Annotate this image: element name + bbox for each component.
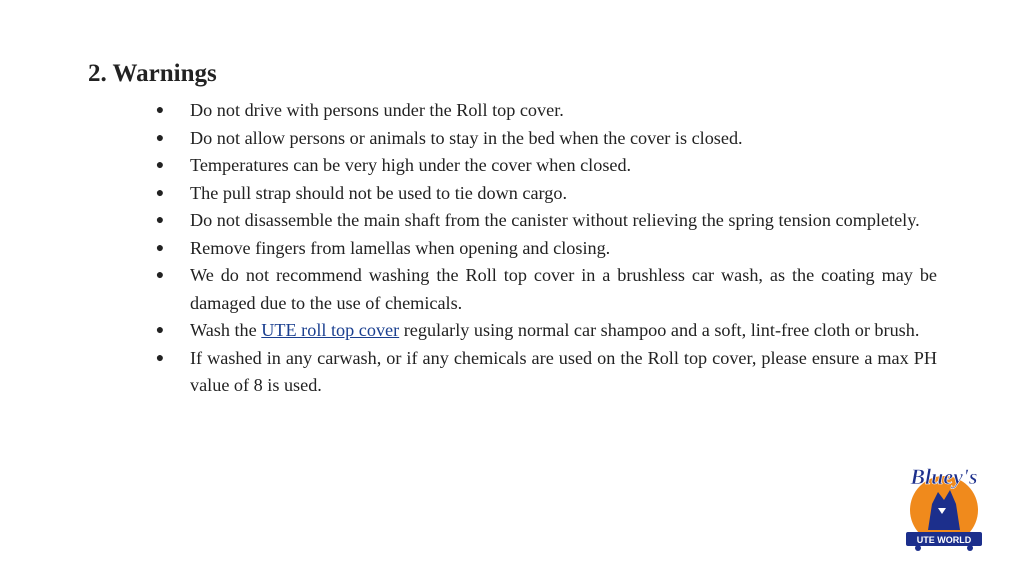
list-item-text: Do not allow persons or animals to stay in the bed when the cover is closed. [190, 127, 743, 148]
ute-roll-top-cover-link[interactable]: UTE roll top cover [261, 320, 400, 340]
list-item-text: Do not drive with persons under the Roll top cover. [190, 100, 564, 120]
bullet-icon: ● [155, 213, 165, 228]
list-item [154, 235, 937, 263]
list-item-text: The pull strap should not be used to tie down cargo. [190, 182, 567, 203]
logo-tagline-text: UTE WORLD [916, 535, 972, 545]
list-item-text: Do not disassemble the main shaft from the canister without relieving the spring tension completely. [190, 210, 920, 230]
list-item [154, 345, 937, 400]
list-item-text-before: Wash the [190, 320, 262, 340]
list-item-text: Temperatures can be very high under the cover when closed. [190, 155, 632, 175]
blueys-ute-world-logo [894, 464, 994, 554]
list-item-text: We do not recommend washing the Roll top cover in a brushless car wash, as the coating may be damaged due to the use of chemicals. [190, 265, 937, 313]
bullet-icon: ● [155, 350, 165, 366]
logo-wheel-icon [967, 545, 973, 551]
list-item [154, 125, 937, 153]
list-item-text: If washed in any carwash, or if any chemicals are used on the Roll top cover, please ensure a max PH value of 8 is used. [190, 347, 937, 395]
list-item-text-after: regularly using normal car shampoo and a soft, lint-free cloth or brush. [399, 320, 920, 340]
list-item [154, 152, 937, 180]
bullet-icon: ● [155, 103, 165, 118]
list-item [154, 207, 937, 235]
logo-wheel-icon [915, 545, 921, 551]
list-item [154, 262, 937, 317]
bullet-icon: ● [155, 323, 165, 338]
list-item-text: Remove fingers from lamellas when opening and closing. [190, 237, 611, 258]
logo-brand-text: Bluey's [910, 464, 978, 489]
bullet-icon: ● [155, 240, 165, 256]
warnings-list [154, 97, 937, 400]
bullet-icon: ● [155, 268, 165, 283]
bullet-icon: ● [155, 158, 165, 173]
list-item [154, 97, 937, 125]
section-heading: 2. Warnings [88, 60, 217, 87]
list-item [154, 317, 937, 345]
bullet-icon: ● [155, 185, 165, 201]
list-item [154, 180, 937, 208]
bullet-icon: ● [155, 130, 165, 146]
